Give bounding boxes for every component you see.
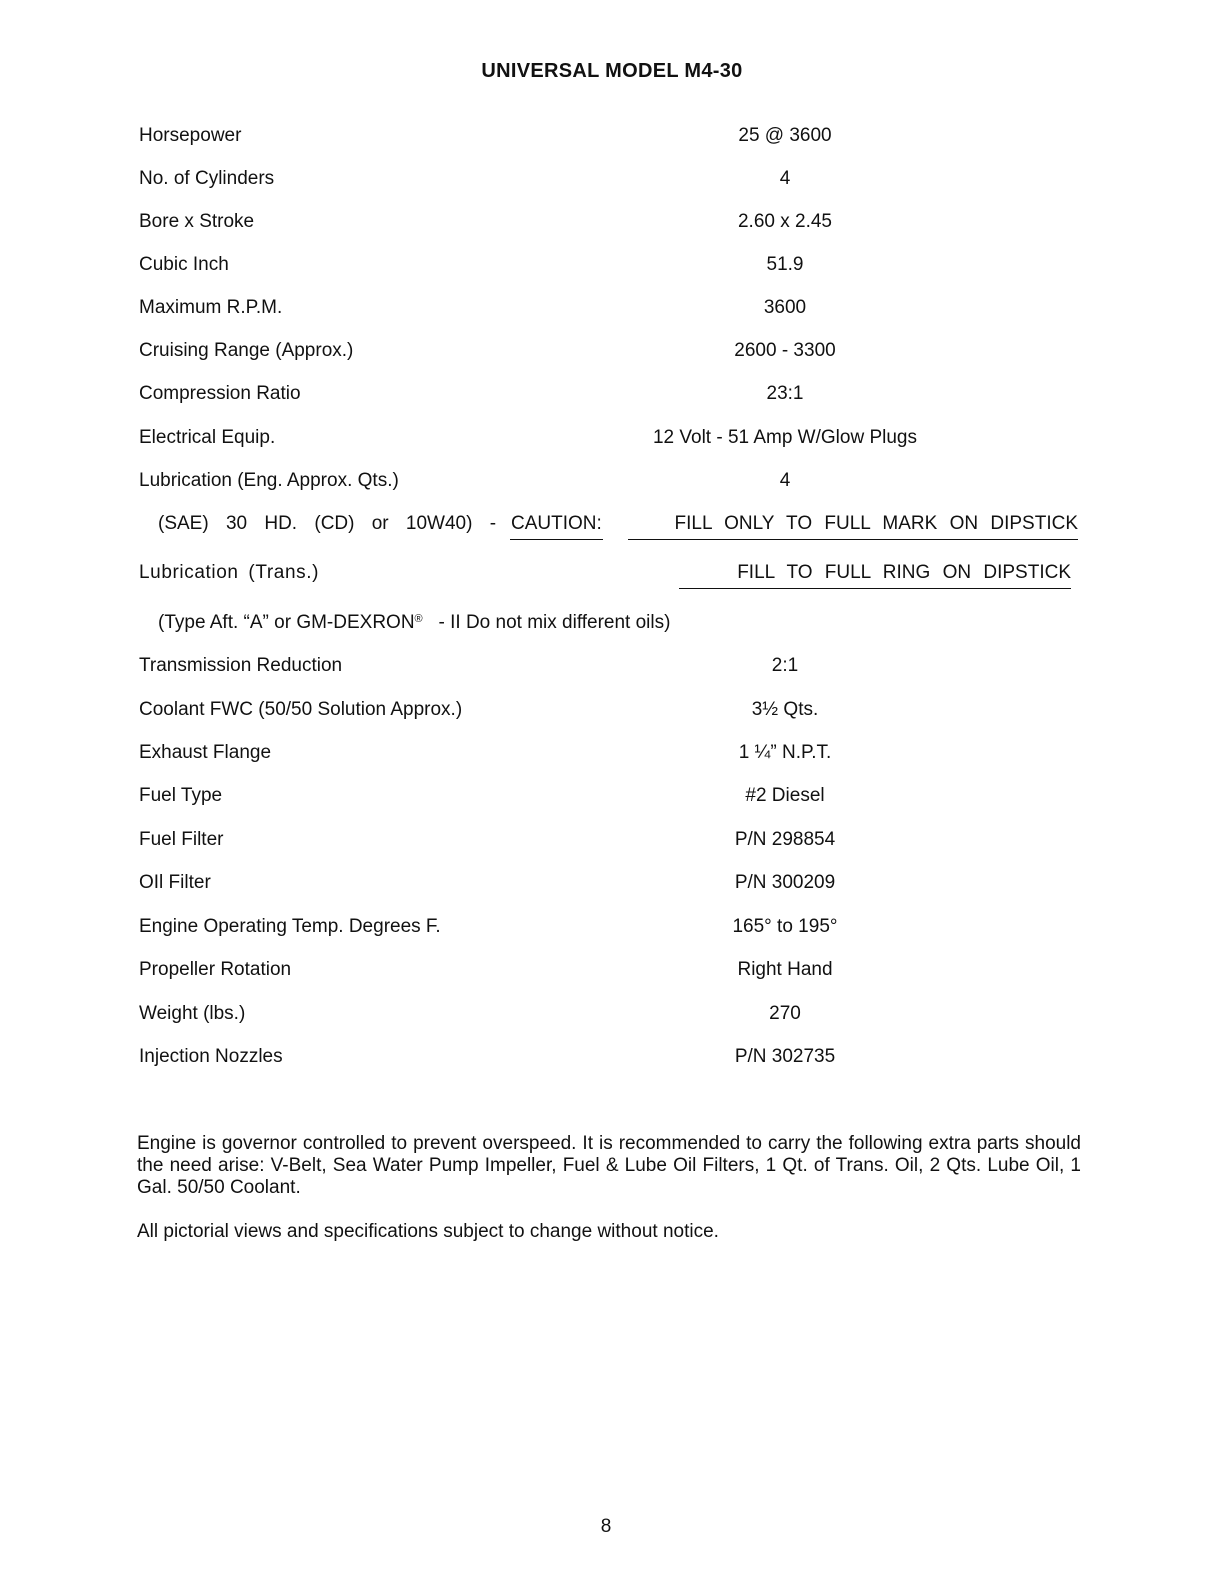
spec-value-fuel-type: #2 Diesel <box>745 785 825 806</box>
spec-label-bore-stroke: Bore x Stroke <box>139 211 255 232</box>
page-title: UNIVERSAL MODEL M4-30 <box>481 60 743 82</box>
spec-value-injection-nozzles: P/N 302735 <box>734 1046 836 1067</box>
spec-label-cruising-range: Cruising Range (Approx.) <box>139 340 354 361</box>
spec-value-exhaust-flange: 1 ¼” N.P.T. <box>738 742 832 763</box>
spec-label-electrical-equip: Electrical Equip. <box>139 427 276 448</box>
trans-fluid-type: (Type Aft. “A” or GM-DEXRON <box>158 612 415 633</box>
spec-label-max-rpm: Maximum R.P.M. <box>139 297 283 318</box>
spec-label-operating-temp: Engine Operating Temp. Degrees F. <box>139 916 441 937</box>
spec-label-oil-filter: OIl Filter <box>139 872 211 893</box>
spec-label-horsepower: Horsepower <box>139 125 242 146</box>
spec-value-trans-reduction: 2:1 <box>771 655 799 676</box>
spec-value-propeller-rotation: Right Hand <box>737 959 833 980</box>
governor-note: Engine is governor controlled to prevent overspeed. It is recommended to carry the following extra parts should the need arise: V-Belt, Sea Water Pump Impeller, Fuel & Lube Oil Filters, 1 Qt. of Trans. Oil, 2 Qts. Lube Oil, 1 Gal. 50/50 Coolant. <box>137 1133 1081 1198</box>
spec-label-weight: Weight (lbs.) <box>139 1003 246 1024</box>
spec-value-horsepower: 25 @ 3600 <box>738 125 832 146</box>
spec-value-operating-temp: 165° to 195° <box>732 916 838 937</box>
engine-fill-instruction: FILL ONLY TO FULL MARK ON DIPSTICK <box>628 513 1078 540</box>
spec-value-engine-lubrication: 4 <box>779 470 791 491</box>
trans-fluid-note <box>158 612 670 634</box>
spec-value-compression-ratio: 23:1 <box>766 383 804 404</box>
spec-label-compression-ratio: Compression Ratio <box>139 383 301 404</box>
spec-label-coolant: Coolant FWC (50/50 Solution Approx.) <box>139 699 463 720</box>
spec-value-cubic-inch: 51.9 <box>766 254 804 275</box>
disclaimer: All pictorial views and specifications subject to change without notice. <box>137 1221 719 1242</box>
spec-value-coolant: 3½ Qts. <box>751 699 819 720</box>
spec-label-injection-nozzles: Injection Nozzles <box>139 1046 283 1067</box>
spec-label-engine-lubrication: Lubrication (Eng. Approx. Qts.) <box>139 470 399 491</box>
caution-label: CAUTION: <box>510 513 603 540</box>
trans-lubrication-label: Lubrication (Trans.) <box>139 562 320 583</box>
oil-type-text: (SAE) 30 HD. (CD) or 10W40) - <box>158 513 497 534</box>
spec-label-fuel-type: Fuel Type <box>139 785 223 806</box>
spec-value-electrical-equip: 12 Volt - 51 Amp W/Glow Plugs <box>652 427 917 448</box>
spec-value-oil-filter: P/N 300209 <box>734 872 836 893</box>
spec-value-fuel-filter: P/N 298854 <box>734 829 836 850</box>
spec-value-max-rpm: 3600 <box>763 297 807 318</box>
spec-label-cubic-inch: Cubic Inch <box>139 254 229 275</box>
registered-mark: ® <box>414 613 423 625</box>
spec-value-cylinders: 4 <box>779 168 791 189</box>
spec-value-weight: 270 <box>769 1003 801 1024</box>
trans-fill-instruction: FILL TO FULL RING ON DIPSTICK <box>679 562 1071 589</box>
trans-fluid-warning: - II Do not mix different oils) <box>438 612 671 633</box>
spec-label-trans-reduction: Transmission Reduction <box>139 655 343 676</box>
spec-value-bore-stroke: 2.60 x 2.45 <box>737 211 833 232</box>
spec-label-fuel-filter: Fuel Filter <box>139 829 224 850</box>
spec-label-cylinders: No. of Cylinders <box>139 168 275 189</box>
page-number: 8 <box>600 1516 612 1537</box>
spec-label-exhaust-flange: Exhaust Flange <box>139 742 272 763</box>
spec-value-cruising-range: 2600 - 3300 <box>734 340 836 361</box>
spec-label-propeller-rotation: Propeller Rotation <box>139 959 292 980</box>
